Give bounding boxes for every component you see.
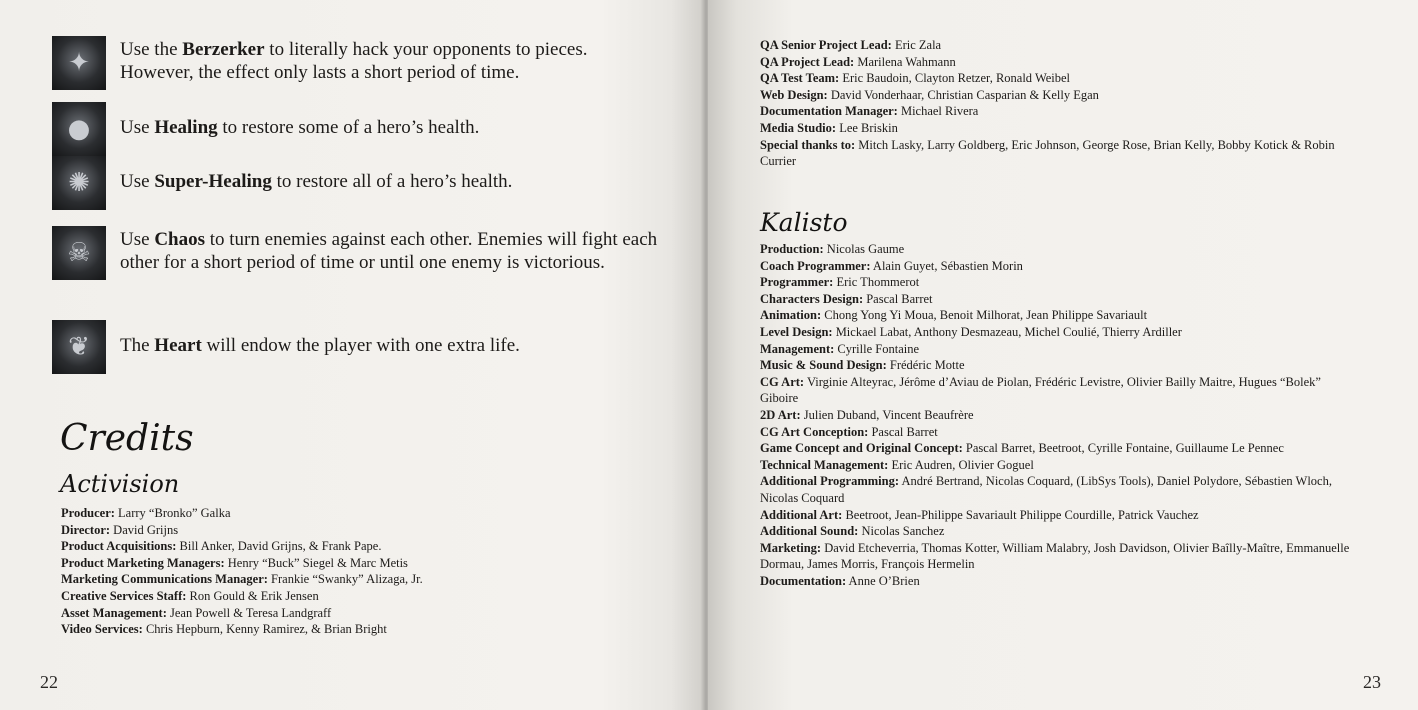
credit-line: [760, 507, 1360, 524]
credit-line: [760, 473, 1360, 506]
credit-role: Production:: [760, 242, 824, 256]
credit-role: Additional Art:: [760, 507, 843, 522]
credit-line: [760, 258, 1360, 275]
kalisto-credits-list: [760, 241, 1360, 589]
credit-names: Larry “Bronko” Galka: [114, 506, 231, 520]
credit-names: Beetroot, Jean-Philippe Savariault Philippe Courdille, Patrick Vauchez: [842, 507, 1199, 522]
credit-role: CG Art:: [760, 374, 805, 389]
credit-names: André Bertrand, Nicolas Coquard, (LibSys Tools), Daniel Polydore, Sébastien Wloch, Nicolas Coquard: [760, 474, 1332, 505]
credit-line: [61, 605, 661, 622]
power-up-item: [52, 36, 660, 90]
heart-icon: ❦: [52, 320, 106, 374]
credit-line: [61, 538, 661, 555]
credit-line: [760, 573, 1360, 590]
credit-role: Characters Design:: [760, 291, 864, 306]
activision-credits-list: [61, 505, 661, 638]
credit-role: Music & Sound Design:: [760, 358, 887, 373]
credit-role: Level Design:: [760, 324, 833, 339]
credit-names: Anne O’Brien: [846, 573, 920, 588]
berzerker-icon: ✦: [52, 36, 106, 90]
credit-names: Frédéric Motte: [886, 358, 965, 373]
credit-role: Product Acquisitions:: [61, 539, 177, 554]
credit-line: [61, 588, 661, 605]
credit-role: QA Test Team:: [760, 71, 840, 86]
credit-line: [61, 505, 661, 522]
power-up-item: [52, 226, 660, 280]
power-up-name: Berzerker: [182, 39, 265, 60]
credit-line: [760, 407, 1360, 424]
credit-names: Bill Anker, David Grijns, & Frank Pape.: [176, 539, 382, 554]
credit-line: [760, 54, 1360, 71]
left-page: [0, 0, 706, 710]
power-up-name: Super-Healing: [154, 171, 272, 192]
credit-names: Eric Baudoin, Clayton Retzer, Ronald Weibel: [839, 71, 1071, 86]
credit-names: Frankie “Swanky” Alizaga, Jr.: [267, 572, 423, 587]
credit-names: Julien Duband, Vincent Beaufrère: [800, 407, 974, 422]
credit-role: Special thanks to:: [760, 137, 856, 152]
credit-role: Programmer:: [760, 275, 834, 290]
credit-line: [61, 522, 661, 539]
credit-names: Jean Powell & Teresa Landgraff: [166, 605, 332, 620]
kalisto-heading: Kalisto: [760, 208, 848, 237]
credit-role: QA Project Lead:: [760, 54, 855, 69]
credit-role: 2D Art:: [760, 407, 801, 422]
credit-names: Lee Briskin: [836, 120, 898, 135]
credit-role: Coach Programmer:: [760, 258, 871, 273]
credit-line: [760, 324, 1360, 341]
right-page: [708, 0, 1418, 710]
credit-role: Additional Programming:: [760, 474, 900, 489]
power-up-description: Use Chaos to turn enemies against each other. Enemies will fight each other for a short period of time or until one enemy is victorious.: [120, 229, 658, 273]
power-up-name: Chaos: [154, 229, 205, 250]
credit-line: [760, 70, 1360, 87]
credit-line: [760, 103, 1360, 120]
credit-role: Product Marketing Managers:: [61, 555, 225, 570]
credit-names: Mitch Lasky, Larry Goldberg, Eric Johnson, George Rose, Brian Kelly, Bobby Kotick & Robin Currier: [760, 137, 1335, 169]
credit-role: Additional Sound:: [760, 524, 859, 539]
credit-line: [760, 440, 1360, 457]
credit-names: David Grijns: [110, 522, 179, 537]
credit-line: [760, 374, 1360, 407]
credit-line: [760, 540, 1360, 573]
page-number-right: 23: [1363, 672, 1381, 692]
credit-role: Video Services:: [61, 622, 143, 637]
credit-role: Marketing:: [760, 540, 822, 555]
credit-role: CG Art Conception:: [760, 424, 869, 439]
credit-names: Mickael Labat, Anthony Desmazeau, Michel Coulié, Thierry Ardiller: [832, 324, 1182, 339]
credit-line: [760, 357, 1360, 374]
credits-heading: Credits: [60, 418, 194, 459]
credit-names: Henry “Buck” Siegel & Marc Metis: [224, 555, 408, 570]
power-up-name: Healing: [154, 117, 218, 138]
credit-role: Documentation:: [760, 573, 847, 588]
page-number-left: 22: [40, 672, 58, 692]
credit-names: Marilena Wahmann: [854, 54, 956, 69]
credit-role: Game Concept and Original Concept:: [760, 441, 963, 456]
credit-line: [760, 241, 1360, 258]
power-up-description: The Heart will endow the player with one extra life.: [120, 335, 520, 356]
credit-line: [760, 307, 1360, 324]
credit-role: Technical Management:: [760, 457, 889, 472]
credit-role: Animation:: [760, 308, 822, 323]
credit-names: Nicolas Gaume: [823, 242, 905, 256]
credit-names: Nicolas Sanchez: [858, 524, 945, 539]
power-up-description: Use Super-Healing to restore all of a hero’s health.: [120, 171, 513, 192]
power-up-name: Heart: [154, 335, 202, 356]
activision-heading: Activision: [60, 470, 180, 498]
credit-names: Eric Zala: [891, 38, 942, 52]
credit-names: Pascal Barret, Beetroot, Cyrille Fontaine, Guillaume Le Pennec: [962, 441, 1284, 456]
credit-line: [760, 37, 1360, 54]
credit-line: [760, 523, 1360, 540]
credit-role: Management:: [760, 341, 835, 356]
credit-names: Alain Guyet, Sébastien Morin: [870, 258, 1023, 273]
chaos-skull-icon: ☠: [52, 226, 106, 280]
credit-role: Documentation Manager:: [760, 104, 898, 119]
credit-names: Virginie Alteyrac, Jérôme d’Aviau de Piolan, Frédéric Levistre, Olivier Bailly Maitre, Hugues “Bolek” Giboire: [760, 374, 1321, 406]
credit-names: Cyrille Fontaine: [834, 341, 920, 356]
credit-role: Media Studio:: [760, 120, 837, 135]
credit-names: Chris Hepburn, Kenny Ramirez, & Brian Bright: [142, 622, 387, 637]
power-up-description: Use the Berzerker to literally hack your opponents to pieces. However, the effect only lasts a short period of time.: [120, 39, 588, 83]
credit-role: Marketing Communications Manager:: [61, 572, 268, 587]
credit-role: Director:: [61, 522, 111, 537]
credit-names: David Etcheverria, Thomas Kotter, William Malabry, Josh Davidson, Olivier Baîlly-Maître, Emmanuelle Dormau, James Morris, François Hermelin: [760, 540, 1350, 572]
credit-line: [760, 274, 1360, 291]
credit-role: QA Senior Project Lead:: [760, 38, 892, 52]
credit-names: Michael Rivera: [897, 104, 979, 119]
credit-role: Producer:: [61, 506, 115, 520]
credit-role: Web Design:: [760, 87, 828, 102]
credit-names: Pascal Barret: [868, 424, 938, 439]
credit-role: Creative Services Staff:: [61, 588, 187, 603]
healing-icon: ●: [52, 102, 106, 156]
credit-names: Pascal Barret: [863, 291, 933, 306]
credit-role: Asset Management:: [61, 605, 167, 620]
credit-names: Ron Gould & Erik Jensen: [186, 588, 319, 603]
power-up-item: [52, 156, 660, 210]
super-healing-icon: ✺: [52, 156, 106, 210]
power-up-item: [52, 102, 660, 156]
credit-line: [760, 457, 1360, 474]
credit-names: David Vonderhaar, Christian Casparian & Kelly Egan: [827, 87, 1099, 102]
power-up-item: [52, 320, 660, 374]
qa-credits-list: [760, 37, 1360, 170]
credit-line: [760, 424, 1360, 441]
credit-names: Chong Yong Yi Moua, Benoit Milhorat, Jean Philippe Savariault: [821, 308, 1148, 323]
power-up-description: Use Healing to restore some of a hero’s health.: [120, 117, 480, 138]
credit-line: [760, 120, 1360, 137]
credit-line: [760, 87, 1360, 104]
credit-names: Eric Thommerot: [833, 275, 920, 290]
credit-line: [760, 341, 1360, 358]
credit-line: [760, 137, 1360, 170]
credit-line: [61, 555, 661, 572]
credit-line: [61, 571, 661, 588]
credit-names: Eric Audren, Olivier Goguel: [888, 457, 1034, 472]
credit-line: [760, 291, 1360, 308]
credit-line: [61, 621, 661, 638]
